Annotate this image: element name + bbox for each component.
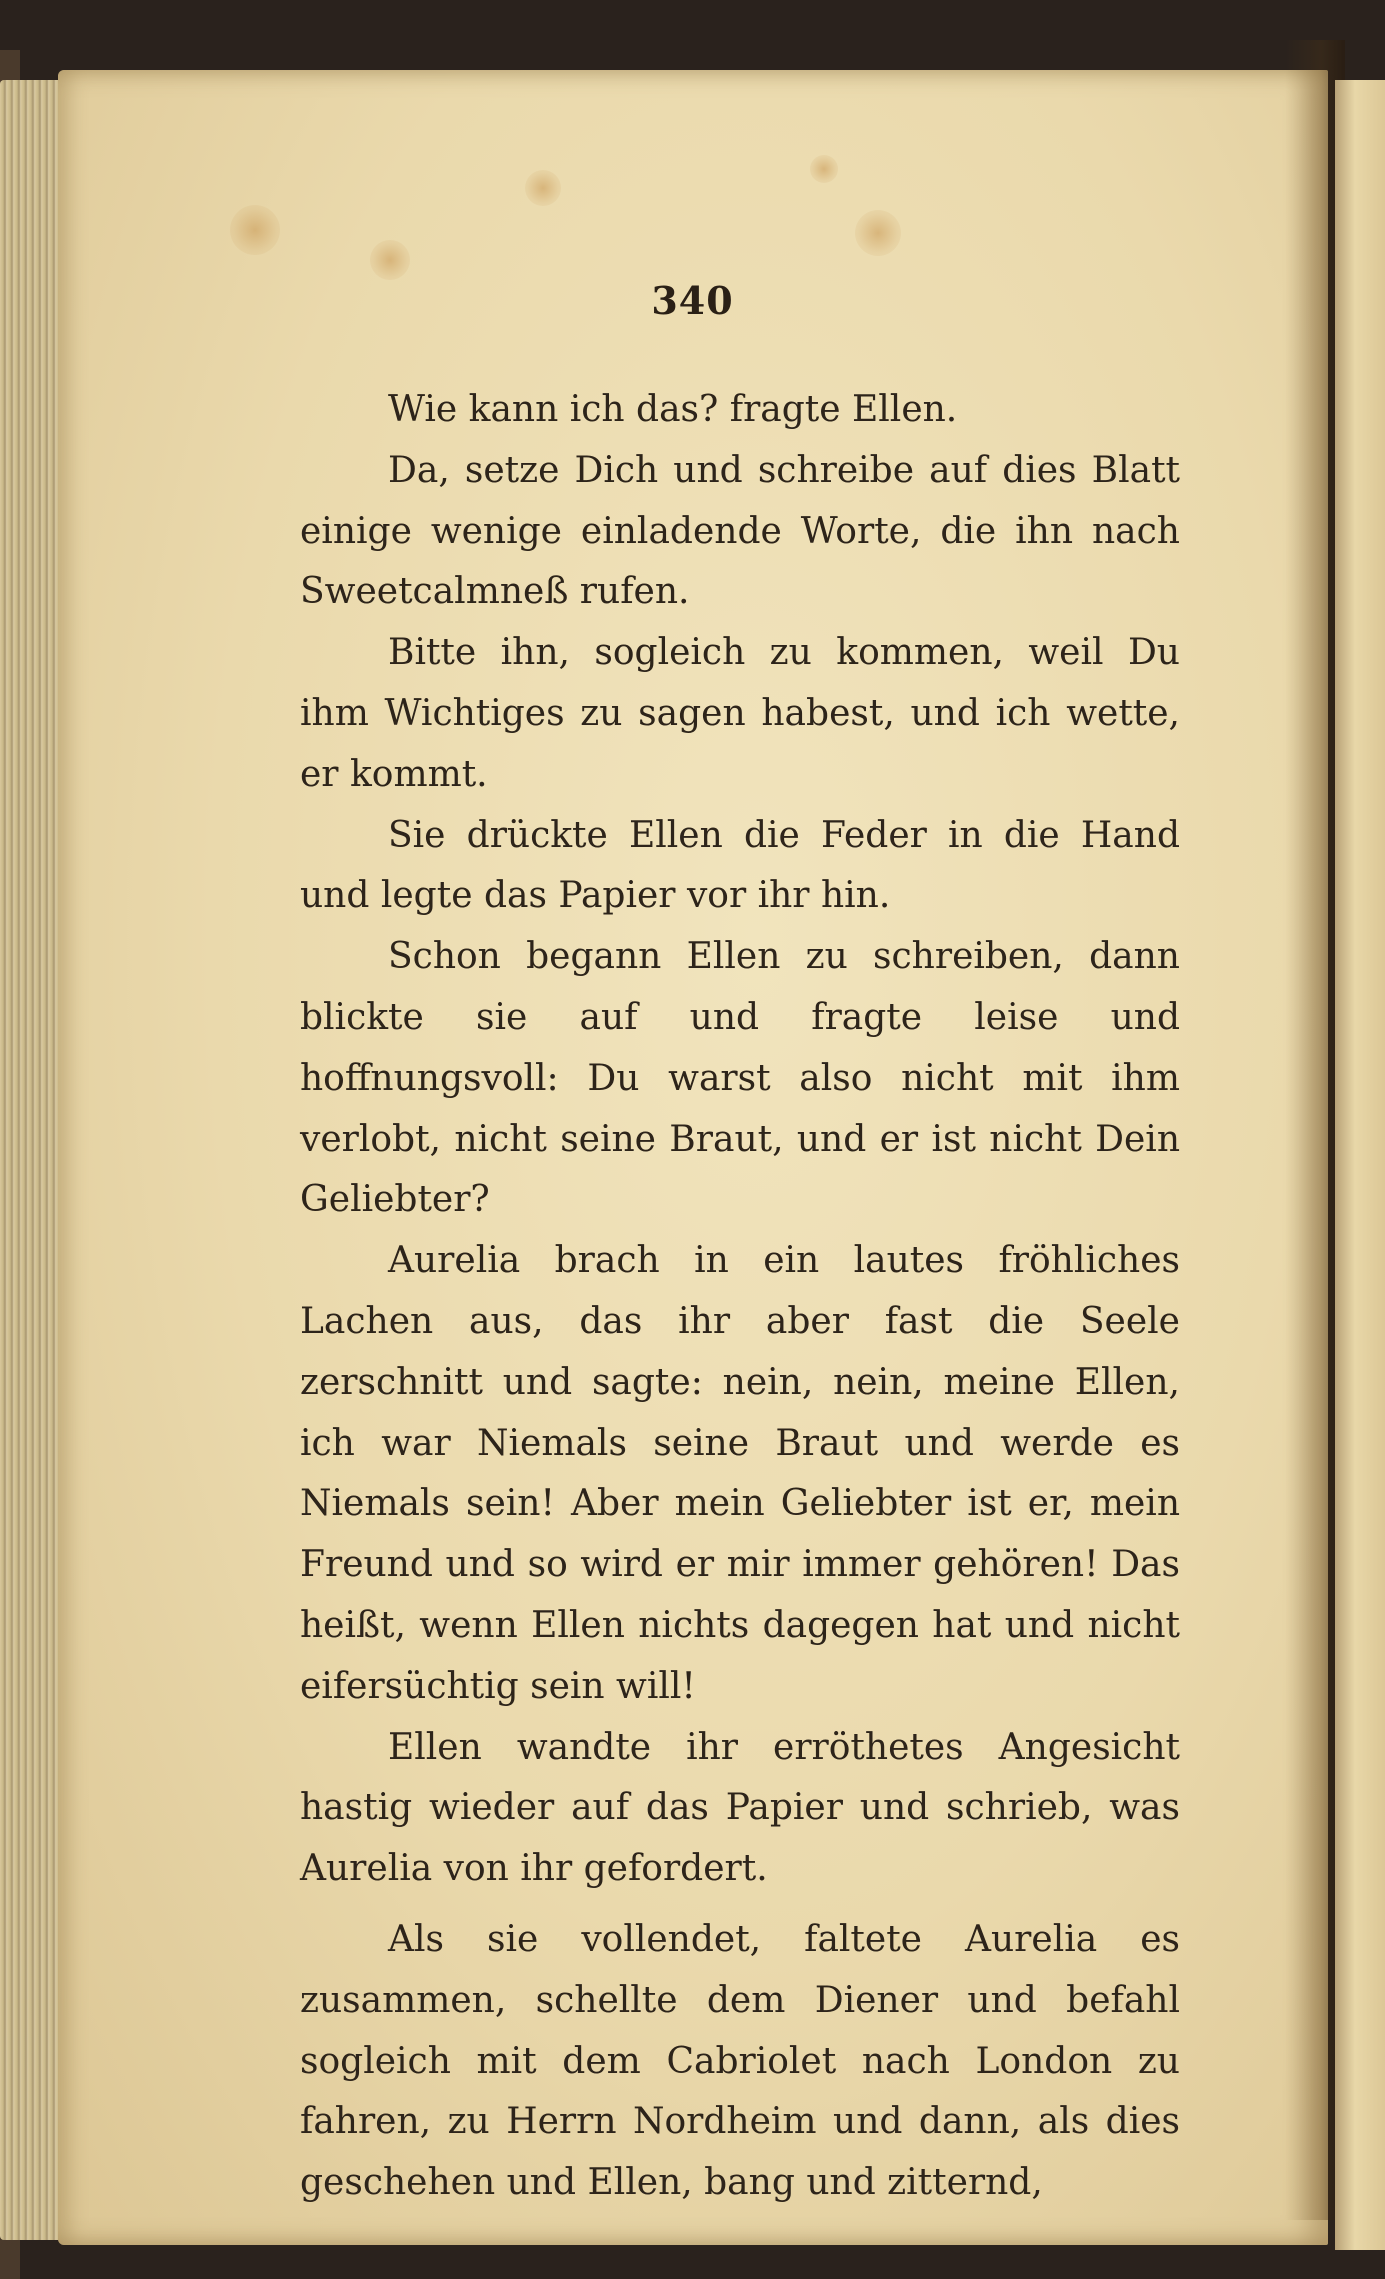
facing-page-edge [1335,80,1385,2250]
paragraph: Als sie vollendet, faltete Aurelia es zusammen, schellte dem Diener und befahl sogleich mit dem Cabriolet nach London zu fahren, zu Herrn Nordheim und dann, als dies geschehen und Ellen, bang und zitternd, [300,1918,1180,2204]
paragraph: Aurelia brach in ein lautes fröhliches Lachen aus, das ihr aber fast die Seele zerschnitt und sagte: nein, nein, meine Ellen, ich war Niemals seine Braut und werde es Niemals sein! Aber mein Geliebter ist er, mein Freund und so wird er mir immer gehören! Das heißt, wenn Ellen nichts dagegen hat und nicht eifersüchtig sein will! [300,1240,1180,1707]
paragraph: Da, setze Dich und schreibe auf dies Blatt einige wenige einladende Worte, die ihn nach Sweetcalmneß rufen. [300,449,1180,613]
foxing-stain [525,170,561,206]
page-number: 340 [651,278,734,323]
body-text [300,380,1180,2214]
paragraph: Wie kann ich das? fragte Ellen. [388,389,958,430]
foxing-stain [855,210,901,256]
foxing-stain [230,205,280,255]
foxing-stain [810,155,838,183]
paragraph: Ellen wandte ihr erröthetes Angesicht hastig wieder auf das Papier und schrieb, was Aurelia von ihr gefordert. [300,1726,1180,1890]
paragraph: Sie drückte Ellen die Feder in die Hand und legte das Papier vor ihr hin. [300,814,1180,917]
paragraph: Bitte ihn, sogleich zu kommen, weil Du ihm Wichtiges zu sagen habest, und ich wette, er kommt. [300,632,1180,795]
foxing-stain [370,240,410,280]
paragraph: Schon begann Ellen zu schreiben, dann blickte sie auf und fragte leise und hoffnungsvoll: Du warst also nicht mit ihm verlobt, nicht seine Braut, und er ist nicht Dein Geliebter? [300,936,1180,1221]
